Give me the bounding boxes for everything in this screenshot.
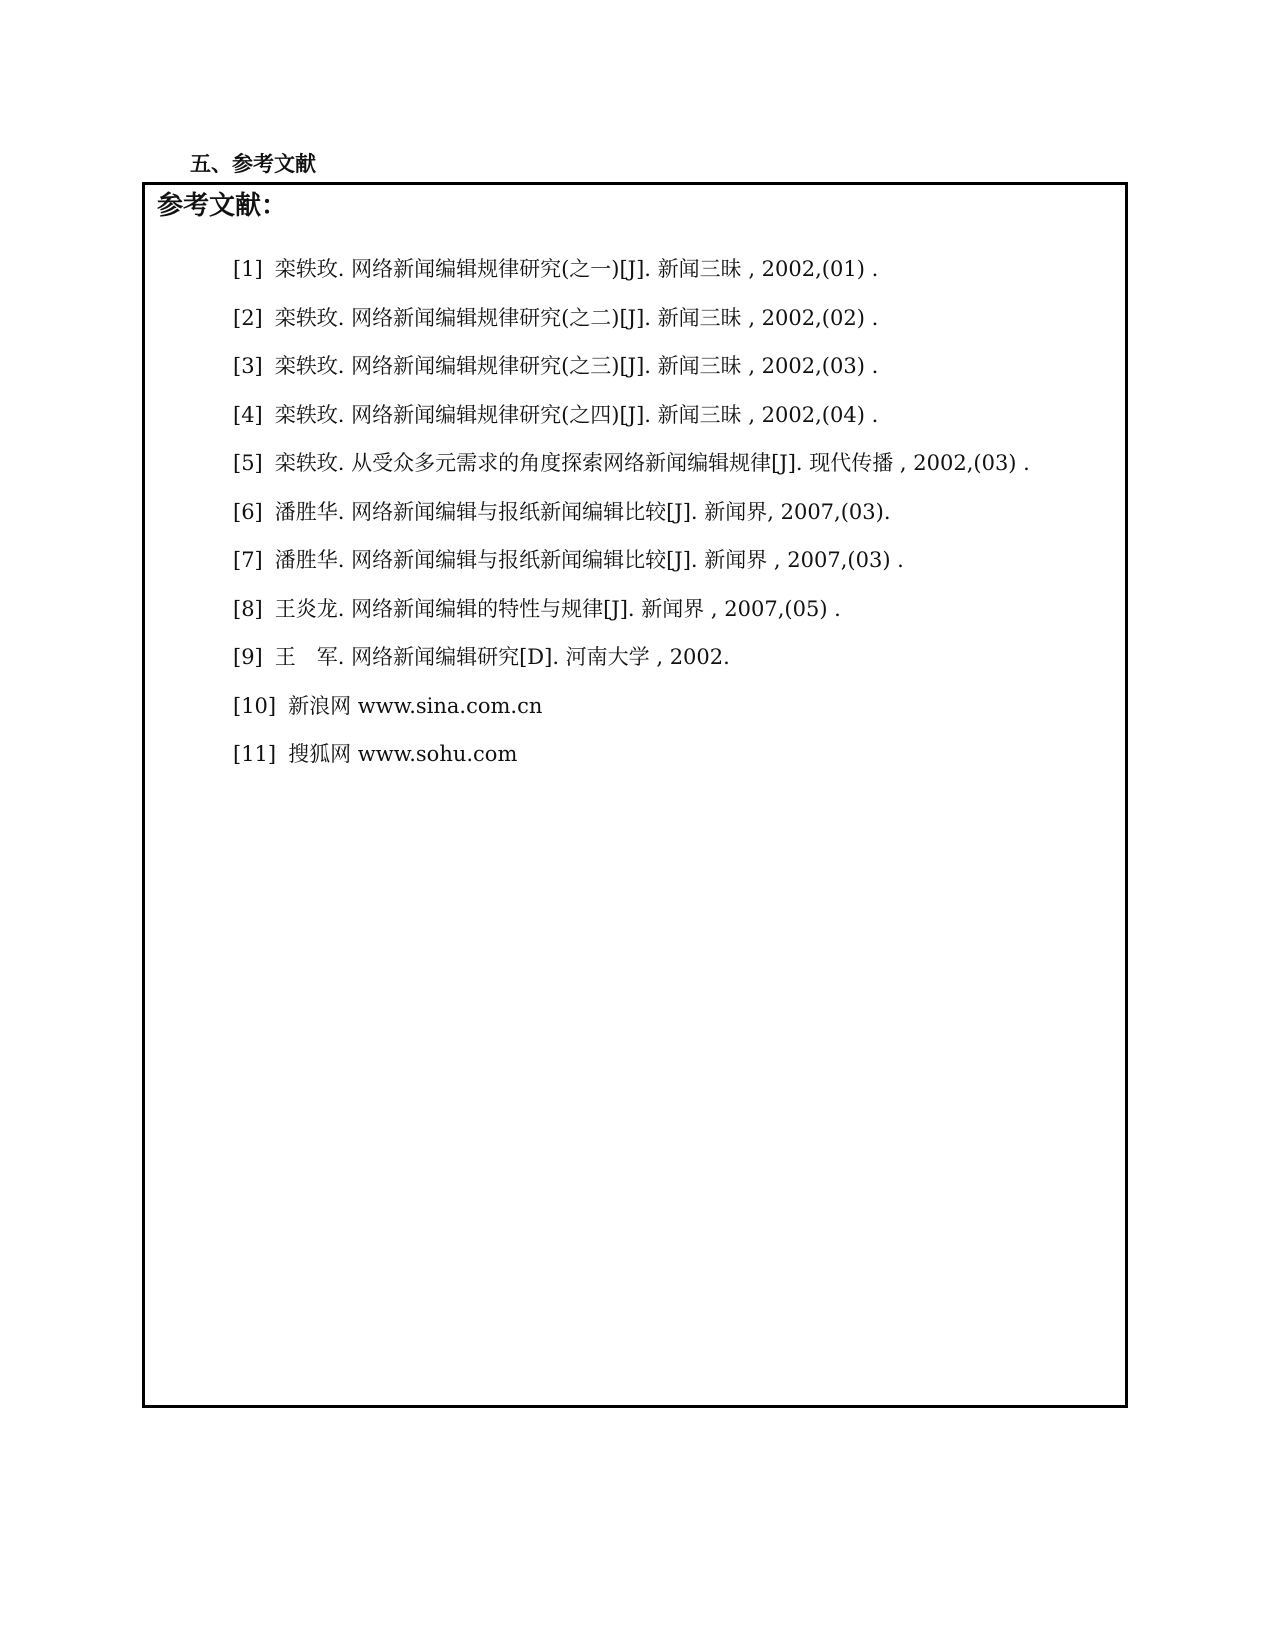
reference-number: [1] [233,257,263,281]
reference-item [219,342,1089,391]
reference-item [219,245,1089,294]
reference-item [219,585,1089,634]
references-box [142,182,1128,1408]
reference-text: 王 军. 网络新闻编辑研究[D]. 河南大学 , 2002. [274,645,730,669]
reference-number: [8] [233,596,263,621]
reference-number: [7] [233,548,263,572]
reference-number: [11] [233,742,277,766]
reference-text: 栾轶玫. 网络新闻编辑规律研究(之四)[J]. 新闻三昧 , 2002,(04) . [274,402,879,427]
reference-text: 潘胜华. 网络新闻编辑与报纸新闻编辑比较[J]. 新闻界 , 2007,(03) . [274,548,904,572]
reference-item [219,391,1089,440]
reference-item [219,439,1089,488]
reference-number: [3] [233,354,263,378]
reference-number: [6] [233,499,263,524]
reference-number: [9] [233,645,263,669]
reference-text: 栾轶玫. 从受众多元需求的角度探索网络新闻编辑规律[J]. 现代传播 , 2002,(03) . [274,451,1030,475]
reference-text: 栾轶玫. 网络新闻编辑规律研究(之二)[J]. 新闻三昧 , 2002,(02) . [274,305,879,330]
reference-number: [5] [233,451,263,475]
box-title: 参考文献： [157,191,288,221]
reference-item [219,294,1089,343]
reference-item [219,682,1089,731]
reference-item [219,730,1089,779]
reference-list [219,245,1089,779]
reference-text: 栾轶玫. 网络新闻编辑规律研究(之三)[J]. 新闻三昧 , 2002,(03) . [274,354,879,378]
reference-number: [4] [233,402,263,427]
reference-text: 潘胜华. 网络新闻编辑与报纸新闻编辑比较[J]. 新闻界, 2007,(03). [274,499,891,524]
reference-text: 王炎龙. 网络新闻编辑的特性与规律[J]. 新闻界 , 2007,(05) . [274,596,841,621]
reference-number: [2] [233,305,263,330]
reference-text: 栾轶玫. 网络新闻编辑规律研究(之一)[J]. 新闻三昧 , 2002,(01) . [274,257,879,281]
section-heading: 五、参考文献 [190,152,316,176]
reference-item [219,633,1089,682]
reference-item [219,536,1089,585]
reference-item [219,488,1089,537]
reference-number: [10] [233,693,277,718]
reference-text: 新浪网 www.sina.com.cn [288,693,543,718]
reference-text: 搜狐网 www.sohu.com [288,742,518,766]
